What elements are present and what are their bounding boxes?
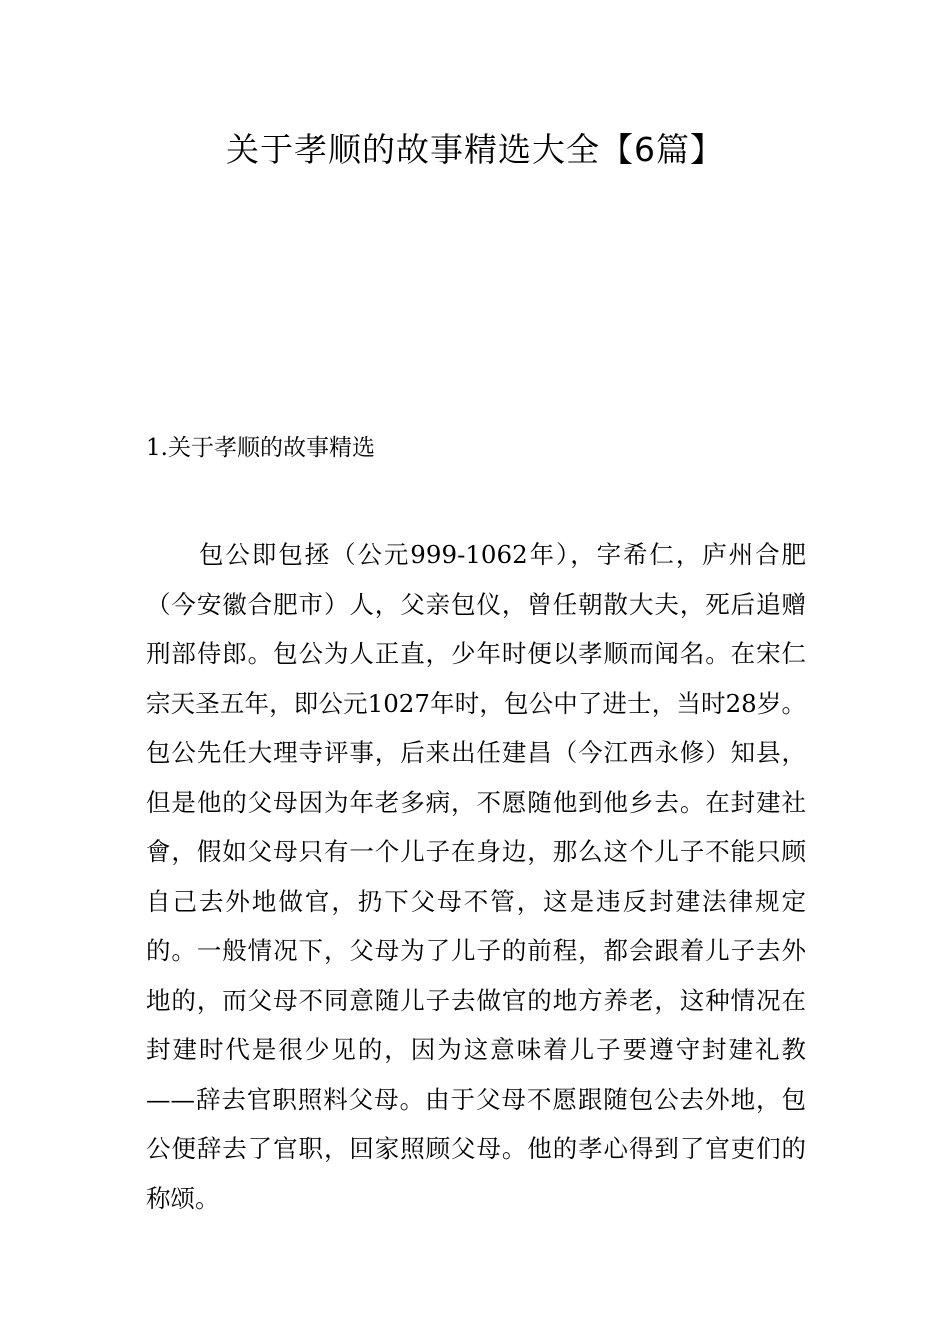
document-title: 关于孝顺的故事精选大全【6篇】	[226, 130, 724, 169]
section-heading: 1.关于孝顺的故事精选	[146, 435, 375, 461]
body-paragraph: 包公即包拯（公元999-1062年），字希仁，庐州合肥（今安徽合肥市）人，父亲包仪，曾任朝散大夫，死后追赠刑部侍郎。包公为人正直，少年时便以孝顺而闻名。在宋仁宗天圣五年，即公元1027年时，包公中了进士，当时28岁。包公先任大理寺评事，后来出任建昌（今江西永修）知县，但是他的父母因为年老多病，不愿随他到他乡去。在封建社會，假如父母只有一个儿子在身边，那么这个儿子不能只顾自己去外地做官，扔下父母不管，这是违反封建法律规定的。一般情况下，父母为了儿子的前程，都会跟着儿子去外地的，而父母不同意随儿子去做官的地方养老，这种情况在封建时代是很少见的，因为这意味着儿子要遵守封建礼教——辞去官职照料父母。由于父母不愿跟随包公去外地，包公便辞去了官职，回家照顾父母。他的孝心得到了官吏们的称颂。	[146, 540, 806, 1213]
